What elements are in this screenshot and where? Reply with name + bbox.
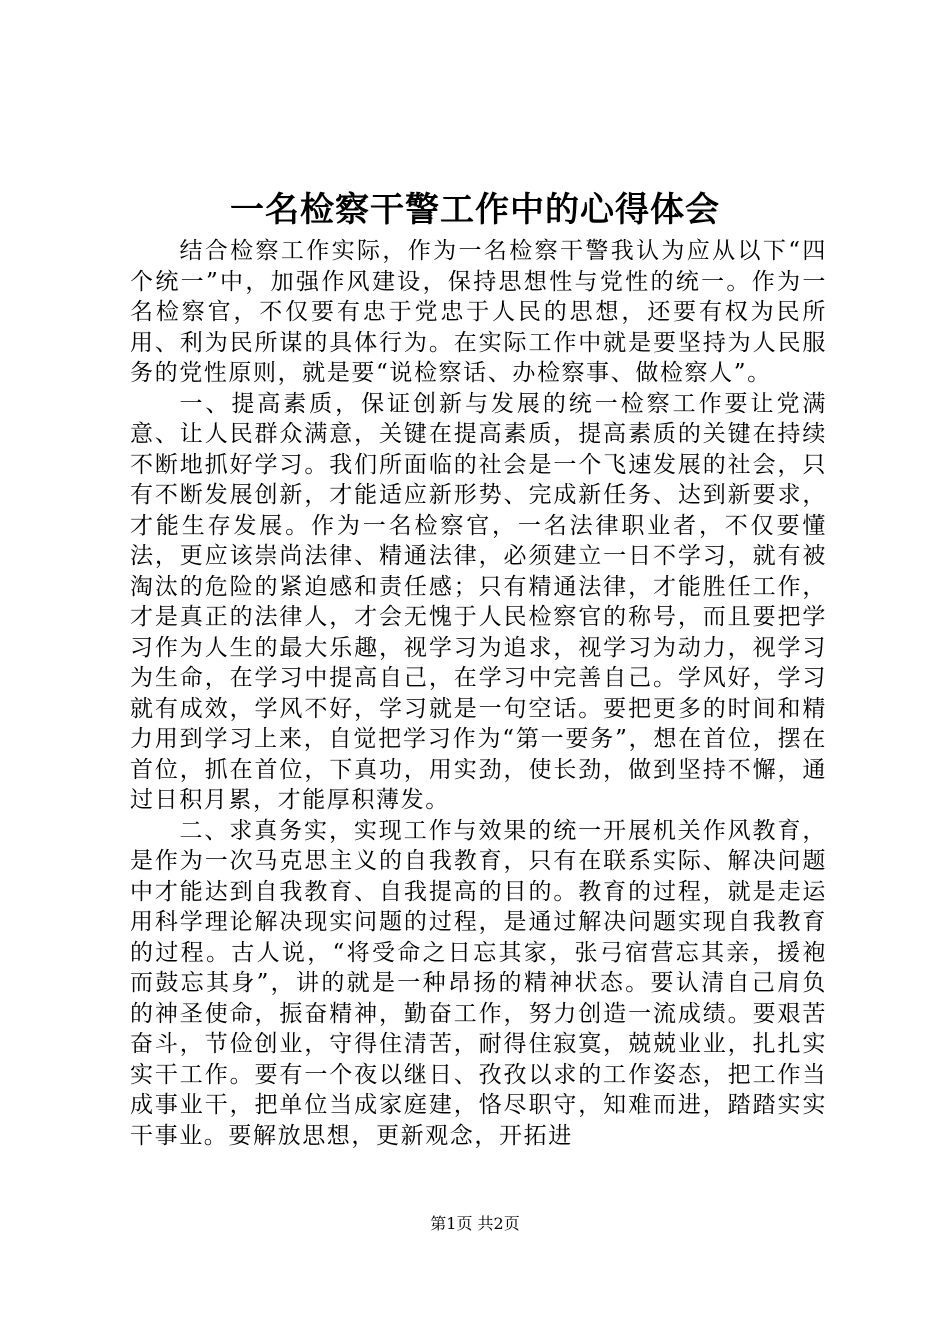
- page-number-footer: 第1页 共2页: [430, 1214, 520, 1233]
- paragraph-section-two: 二、求真务实，实现工作与效果的统一开展机关作风教育，是作为一次马克思主义的自我教育，只有在联系实际、解决问题中才能达到自我教育、自我提高的目的。教育的过程，就是走运用科学理论解决现实问题的过程，是通过解决问题实现自我教育的过程。古人说，“将受命之日忘其家，张弓宿营忘其亲，援袍而鼓忘其身”，讲的就是一种昂扬的精神状态。要认清自己肩负的神圣使命，振奋精神，勤奋工作，努力创造一流成绩。要艰苦奋斗，节俭创业，守得住清苦，耐得住寂寞，兢兢业业，扎扎实实干工作。要有一个夜以继日、孜孜以求的工作姿态，把工作当成事业干，把单位当成家庭建，恪尽职守，知难而进，踏踏实实干事业。要解放思想，更新观念，开拓进: [130, 817, 827, 1149]
- document-body: [130, 236, 827, 1151]
- document-title: 一名检察干警工作中的心得体会: [230, 190, 720, 230]
- paragraph-section-one: 一、提高素质，保证创新与发展的统一检察工作要让党满意、让人民群众满意，关键在提高素质，提高素质的关键在持续不断地抓好学习。我们所面临的社会是一个飞速发展的社会，只有不断发展创新，才能适应新形势、完成新任务、达到新要求，才能生存发展。作为一名检察官，一名法律职业者，不仅要懂法，更应该崇尚法律、精通法律，必须建立一日不学习，就有被淘汰的危险的紧迫感和责任感；只有精通法律，才能胜任工作，才是真正的法律人，才会无愧于人民检察官的称号，而且要把学习作为人生的最大乐趣，视学习为追求，视学习为动力，视学习为生命，在学习中提高自己，在学习中完善自己。学风好，学习就有成效，学风不好，学习就是一句空话。要把更多的时间和精力用到学习上来，自觉把学习作为“第一要务”，想在首位，摆在首位，抓在首位，下真功，用实劲，使长劲，做到坚持不懈，通过日积月累，才能厚积薄发。: [130, 390, 827, 813]
- paragraph-intro: 结合检察工作实际，作为一名检察干警我认为应从以下“四个统一”中，加强作风建设，保持思想性与党性的统一。作为一名检察官，不仅要有忠于党忠于人民的思想，还要有权为民所用、利为民所谋的具体行为。在实际工作中就是要坚持为人民服务的党性原则，就是要“说检察话、办检察事、做检察人”。: [130, 238, 827, 386]
